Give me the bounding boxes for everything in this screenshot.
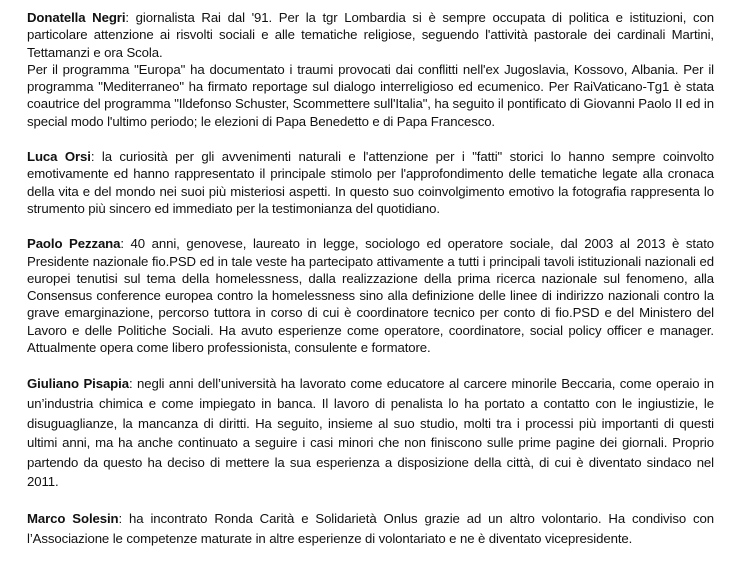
bio-paragraph <box>27 374 714 492</box>
bio-paolo-pezzana <box>27 235 714 356</box>
bio-text: : ha incontrato Ronda Carità e Solidarietà Onlus grazie ad un altro volontario. Ha condiviso con l’Associazione le competenze maturate in altre esperienze di volontariato e ne è diventato vicepresidente. <box>27 510 715 546</box>
bio-marco-solesin <box>27 509 714 548</box>
bio-luca-orsi <box>27 148 714 217</box>
bio-text: : la curiosità per gli avvenimenti naturali e l'attenzione per i "fatti" storici lo hanno sempre coinvolto emotivamente ed hanno rappresentato il principale stimolo per l'approfondimento delle tematiche legate alla cronaca della vita e del mondo nei suoi più misteriosi aspetti. In questo suo coinvolgimento emotivo la fotografia rappresenta lo strumento più sincero ed immediato per la testimonianza del quotidiano. <box>27 149 714 216</box>
bio-name: Paolo Pezzana <box>27 236 121 252</box>
bio-text: : 40 anni, genovese, laureato in legge, sociologo ed operatore sociale, dal 2003 al 2013 è stato Presidente nazionale fio.PSD ed in tale veste ha partecipato attivamente a tutti i principali tavoli istituzionali nazionali ed europei tenutisi sul tema della homelessness, dalla realizzazione della prima ricerca nazionale sul fenomeno, alla Consensus conference europea contro la homelessness sino alla definizione delle linee di indirizzo nazionali contro la grave emarginazione, percorso tuttora in corso di cui è coordinatore tecnico per conto di fio.PSD e del Ministero del Lavoro e delle Politiche Sociali. Ha avuto esperienze come operatore, coordinatore, social policy officer e manager. Attualmente opera come libero professionista, consulente e formatore. <box>27 236 714 356</box>
bio-donatella-negri <box>27 9 714 130</box>
bio-name: Giuliano Pisapia <box>27 376 129 392</box>
bio-text: : giornalista Rai dal '91. Per la tgr Lombardia si è sempre occupata di politica e istituzioni, con particolare attenzione ai risvolti sociali e alle tematiche religiose, seguendo l'attività pastorale dei cardinali Martini, Tettamanzi e ora Scola. <box>27 10 714 60</box>
bio-paragraph <box>27 235 714 356</box>
bio-name: Donatella Negri <box>27 10 126 25</box>
bio-paragraph: Per il programma "Europa" ha documentato i traumi provocati dai conflitti nell'ex Jugoslavia, Kossovo, Albania. Per il programma "Mediterraneo" ha firmato reportage sul dialogo interreligioso ed ecumenico. Per RaiVaticano-Tg1 è stata coautrice del programma "Ildefonso Schuster, Scommettere sull'Italia", ha seguito il pontificato di Giovanni Paolo II ed in special modo l'ultimo periodo; le elezioni di Papa Benedetto e di Papa Francesco. <box>27 61 714 129</box>
bio-paragraph <box>27 148 714 217</box>
bio-name: Luca Orsi <box>27 149 91 165</box>
bio-text: : negli anni dell’università ha lavorato come educatore al carcere minorile Beccaria, come operaio in un’industria chimica e come impiegato in banca. Il lavoro di penalista lo ha portato a contatto con le ingiustizie, le disuguaglianze, la mancanza di diritti. Ha seguito, insieme al suo studio, molti tra i processi più importanti di questi ultimi anni, ma ha anche continuato a seguire i casi minori che non finiscono sulle prime pagine dei giornali. Proprio partendo da questo ha deciso di mettere la sua esperienza a disposizione della città, di cui è diventato sindaco nel 2011. <box>27 376 714 490</box>
bio-paragraph <box>27 9 714 61</box>
bio-giuliano-pisapia <box>27 374 714 492</box>
bio-name: Marco Solesin <box>27 510 119 526</box>
bio-paragraph <box>27 509 714 548</box>
